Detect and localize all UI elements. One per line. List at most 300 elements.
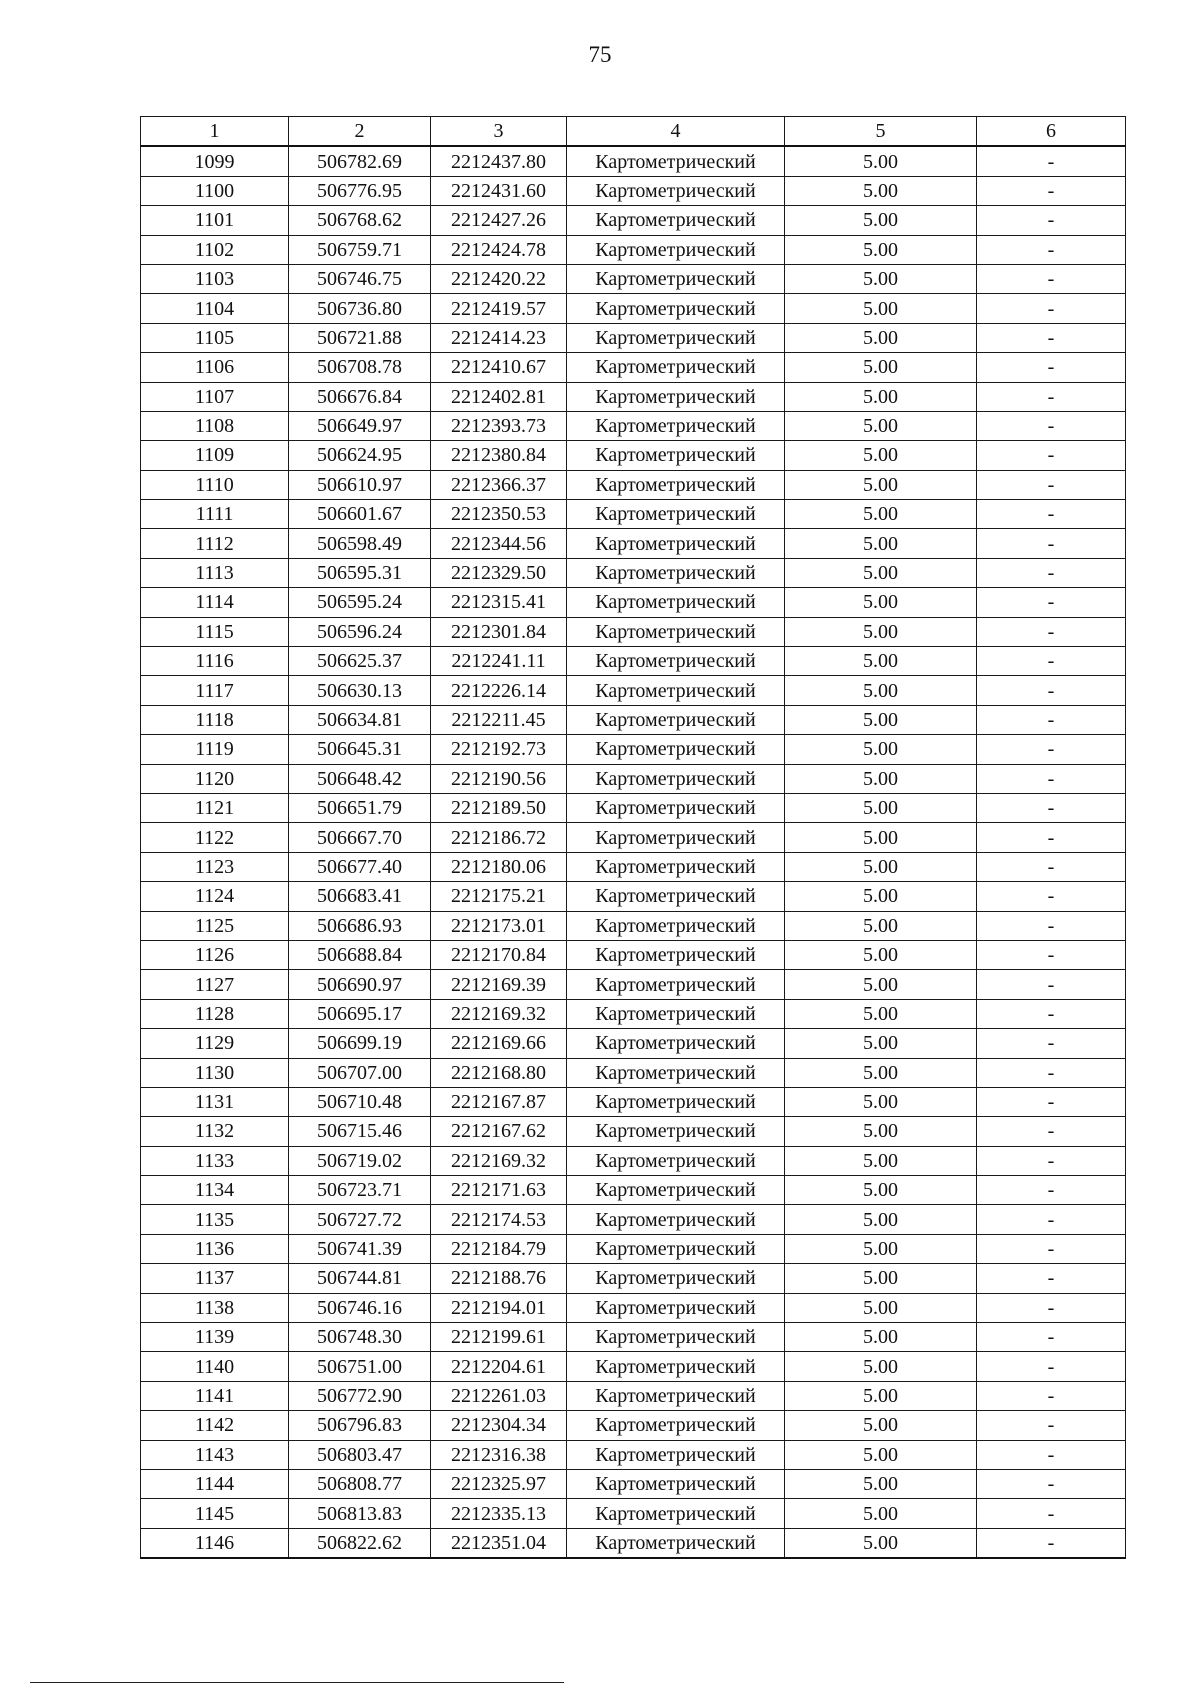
- method-cell: Картометрический: [567, 588, 785, 617]
- x-coordinate-cell: 506677.40: [289, 852, 431, 881]
- x-coordinate-cell: 506667.70: [289, 823, 431, 852]
- y-coordinate-cell: 2212437.80: [431, 146, 567, 176]
- y-coordinate-cell: 2212204.61: [431, 1352, 567, 1381]
- accuracy-cell: 5.00: [785, 882, 977, 911]
- column-header: 3: [431, 117, 567, 147]
- table-row: [141, 1469, 1126, 1498]
- point-number-cell: 1146: [141, 1528, 289, 1558]
- accuracy-cell: 5.00: [785, 617, 977, 646]
- x-coordinate-cell: 506625.37: [289, 647, 431, 676]
- method-cell: Картометрический: [567, 1234, 785, 1263]
- accuracy-cell: 5.00: [785, 647, 977, 676]
- description-cell: -: [977, 793, 1126, 822]
- method-cell: Картометрический: [567, 1528, 785, 1558]
- y-coordinate-cell: 2212427.26: [431, 206, 567, 235]
- accuracy-cell: 5.00: [785, 558, 977, 587]
- point-number-cell: 1107: [141, 382, 289, 411]
- y-coordinate-cell: 2212170.84: [431, 940, 567, 969]
- table-row: [141, 735, 1126, 764]
- point-number-cell: 1103: [141, 264, 289, 293]
- point-number-cell: 1136: [141, 1234, 289, 1263]
- method-cell: Картометрический: [567, 441, 785, 470]
- page-number: 75: [588, 42, 612, 67]
- point-number-cell: 1144: [141, 1469, 289, 1498]
- x-coordinate-cell: 506595.24: [289, 588, 431, 617]
- accuracy-cell: 5.00: [785, 911, 977, 940]
- y-coordinate-cell: 2212351.04: [431, 1528, 567, 1558]
- accuracy-cell: 5.00: [785, 500, 977, 529]
- method-cell: Картометрический: [567, 852, 785, 881]
- accuracy-cell: 5.00: [785, 1146, 977, 1175]
- point-number-cell: 1143: [141, 1440, 289, 1469]
- y-coordinate-cell: 2212180.06: [431, 852, 567, 881]
- method-cell: Картометрический: [567, 235, 785, 264]
- table-body: [141, 146, 1126, 1558]
- description-cell: -: [977, 882, 1126, 911]
- y-coordinate-cell: 2212173.01: [431, 911, 567, 940]
- accuracy-cell: 5.00: [785, 705, 977, 734]
- column-header: 1: [141, 117, 289, 147]
- x-coordinate-cell: 506688.84: [289, 940, 431, 969]
- y-coordinate-cell: 2212410.67: [431, 353, 567, 382]
- description-cell: -: [977, 176, 1126, 205]
- column-header: 2: [289, 117, 431, 147]
- y-coordinate-cell: 2212350.53: [431, 500, 567, 529]
- y-coordinate-cell: 2212192.73: [431, 735, 567, 764]
- y-coordinate-cell: 2212167.87: [431, 1087, 567, 1116]
- method-cell: Картометрический: [567, 1176, 785, 1205]
- method-cell: Картометрический: [567, 1469, 785, 1498]
- y-coordinate-cell: 2212325.97: [431, 1469, 567, 1498]
- x-coordinate-cell: 506746.16: [289, 1293, 431, 1322]
- x-coordinate-cell: 506651.79: [289, 793, 431, 822]
- accuracy-cell: 5.00: [785, 852, 977, 881]
- point-number-cell: 1125: [141, 911, 289, 940]
- point-number-cell: 1135: [141, 1205, 289, 1234]
- table-row: [141, 1352, 1126, 1381]
- x-coordinate-cell: 506699.19: [289, 1029, 431, 1058]
- method-cell: Картометрический: [567, 1293, 785, 1322]
- accuracy-cell: 5.00: [785, 588, 977, 617]
- accuracy-cell: 5.00: [785, 970, 977, 999]
- point-number-cell: 1142: [141, 1411, 289, 1440]
- point-number-cell: 1102: [141, 235, 289, 264]
- accuracy-cell: 5.00: [785, 823, 977, 852]
- accuracy-cell: 5.00: [785, 1087, 977, 1116]
- description-cell: -: [977, 353, 1126, 382]
- method-cell: Картометрический: [567, 1323, 785, 1352]
- y-coordinate-cell: 2212211.45: [431, 705, 567, 734]
- method-cell: Картометрический: [567, 1205, 785, 1234]
- point-number-cell: 1133: [141, 1146, 289, 1175]
- table-row: [141, 823, 1126, 852]
- description-cell: -: [977, 1234, 1126, 1263]
- accuracy-cell: 5.00: [785, 999, 977, 1028]
- description-cell: -: [977, 235, 1126, 264]
- method-cell: Картометрический: [567, 793, 785, 822]
- method-cell: Картометрический: [567, 676, 785, 705]
- accuracy-cell: 5.00: [785, 235, 977, 264]
- method-cell: Картометрический: [567, 206, 785, 235]
- method-cell: Картометрический: [567, 911, 785, 940]
- x-coordinate-cell: 506708.78: [289, 353, 431, 382]
- y-coordinate-cell: 2212188.76: [431, 1264, 567, 1293]
- point-number-cell: 1126: [141, 940, 289, 969]
- method-cell: Картометрический: [567, 735, 785, 764]
- y-coordinate-cell: 2212169.66: [431, 1029, 567, 1058]
- point-number-cell: 1108: [141, 411, 289, 440]
- x-coordinate-cell: 506624.95: [289, 441, 431, 470]
- table-row: [141, 1293, 1126, 1322]
- table-row: [141, 1528, 1126, 1558]
- y-coordinate-cell: 2212169.32: [431, 1146, 567, 1175]
- point-number-cell: 1116: [141, 647, 289, 676]
- description-cell: -: [977, 558, 1126, 587]
- table-row: [141, 852, 1126, 881]
- y-coordinate-cell: 2212316.38: [431, 1440, 567, 1469]
- column-header: 4: [567, 117, 785, 147]
- point-number-cell: 1138: [141, 1293, 289, 1322]
- table-header: [141, 117, 1126, 147]
- accuracy-cell: 5.00: [785, 1234, 977, 1263]
- table-row: [141, 1058, 1126, 1087]
- x-coordinate-cell: 506772.90: [289, 1381, 431, 1410]
- description-cell: -: [977, 1440, 1126, 1469]
- accuracy-cell: 5.00: [785, 411, 977, 440]
- description-cell: -: [977, 1117, 1126, 1146]
- description-cell: -: [977, 411, 1126, 440]
- x-coordinate-cell: 506721.88: [289, 323, 431, 352]
- method-cell: Картометрический: [567, 500, 785, 529]
- y-coordinate-cell: 2212315.41: [431, 588, 567, 617]
- y-coordinate-cell: 2212393.73: [431, 411, 567, 440]
- x-coordinate-cell: 506746.75: [289, 264, 431, 293]
- table-row: [141, 500, 1126, 529]
- table-row: [141, 999, 1126, 1028]
- description-cell: -: [977, 647, 1126, 676]
- point-number-cell: 1105: [141, 323, 289, 352]
- table-row: [141, 1264, 1126, 1293]
- table-row: [141, 1205, 1126, 1234]
- table-row: [141, 470, 1126, 499]
- method-cell: Картометрический: [567, 558, 785, 587]
- y-coordinate-cell: 2212167.62: [431, 1117, 567, 1146]
- description-cell: -: [977, 852, 1126, 881]
- accuracy-cell: 5.00: [785, 470, 977, 499]
- description-cell: -: [977, 1528, 1126, 1558]
- table-row: [141, 882, 1126, 911]
- x-coordinate-cell: 506690.97: [289, 970, 431, 999]
- x-coordinate-cell: 506768.62: [289, 206, 431, 235]
- x-coordinate-cell: 506727.72: [289, 1205, 431, 1234]
- description-cell: -: [977, 1146, 1126, 1175]
- description-cell: -: [977, 1411, 1126, 1440]
- y-coordinate-cell: 2212431.60: [431, 176, 567, 205]
- column-header: 5: [785, 117, 977, 147]
- method-cell: Картометрический: [567, 1440, 785, 1469]
- point-number-cell: 1101: [141, 206, 289, 235]
- accuracy-cell: 5.00: [785, 1264, 977, 1293]
- point-number-cell: 1129: [141, 1029, 289, 1058]
- y-coordinate-cell: 2212414.23: [431, 323, 567, 352]
- description-cell: -: [977, 735, 1126, 764]
- method-cell: Картометрический: [567, 647, 785, 676]
- accuracy-cell: 5.00: [785, 764, 977, 793]
- y-coordinate-cell: 2212366.37: [431, 470, 567, 499]
- x-coordinate-cell: 506601.67: [289, 500, 431, 529]
- table-row: [141, 1029, 1126, 1058]
- description-cell: -: [977, 1029, 1126, 1058]
- method-cell: Картометрический: [567, 146, 785, 176]
- description-cell: -: [977, 1352, 1126, 1381]
- table-row: [141, 206, 1126, 235]
- table-row: [141, 411, 1126, 440]
- x-coordinate-cell: 506683.41: [289, 882, 431, 911]
- table-row: [141, 1176, 1126, 1205]
- y-coordinate-cell: 2212241.11: [431, 647, 567, 676]
- y-coordinate-cell: 2212402.81: [431, 382, 567, 411]
- table-row: [141, 1117, 1126, 1146]
- x-coordinate-cell: 506776.95: [289, 176, 431, 205]
- accuracy-cell: 5.00: [785, 146, 977, 176]
- description-cell: -: [977, 1087, 1126, 1116]
- table-row: [141, 1146, 1126, 1175]
- method-cell: Картометрический: [567, 1381, 785, 1410]
- method-cell: Картометрический: [567, 940, 785, 969]
- point-number-cell: 1106: [141, 353, 289, 382]
- description-cell: -: [977, 970, 1126, 999]
- point-number-cell: 1128: [141, 999, 289, 1028]
- accuracy-cell: 5.00: [785, 1117, 977, 1146]
- table-row: [141, 1499, 1126, 1528]
- y-coordinate-cell: 2212169.32: [431, 999, 567, 1028]
- y-coordinate-cell: 2212380.84: [431, 441, 567, 470]
- description-cell: -: [977, 823, 1126, 852]
- point-number-cell: 1122: [141, 823, 289, 852]
- x-coordinate-cell: 506744.81: [289, 1264, 431, 1293]
- method-cell: Картометрический: [567, 999, 785, 1028]
- method-cell: Картометрический: [567, 764, 785, 793]
- description-cell: -: [977, 323, 1126, 352]
- point-number-cell: 1123: [141, 852, 289, 881]
- x-coordinate-cell: 506808.77: [289, 1469, 431, 1498]
- accuracy-cell: 5.00: [785, 1176, 977, 1205]
- method-cell: Картометрический: [567, 264, 785, 293]
- method-cell: Картометрический: [567, 176, 785, 205]
- x-coordinate-cell: 506645.31: [289, 735, 431, 764]
- description-cell: -: [977, 940, 1126, 969]
- description-cell: -: [977, 1058, 1126, 1087]
- description-cell: -: [977, 470, 1126, 499]
- point-number-cell: 1137: [141, 1264, 289, 1293]
- point-number-cell: 1099: [141, 146, 289, 176]
- footer-rule: [30, 1682, 564, 1683]
- accuracy-cell: 5.00: [785, 1440, 977, 1469]
- header-row: [141, 117, 1126, 147]
- table-row: [141, 264, 1126, 293]
- x-coordinate-cell: 506796.83: [289, 1411, 431, 1440]
- description-cell: -: [977, 588, 1126, 617]
- accuracy-cell: 5.00: [785, 529, 977, 558]
- point-number-cell: 1120: [141, 764, 289, 793]
- y-coordinate-cell: 2212169.39: [431, 970, 567, 999]
- point-number-cell: 1115: [141, 617, 289, 646]
- table-row: [141, 793, 1126, 822]
- x-coordinate-cell: 506759.71: [289, 235, 431, 264]
- accuracy-cell: 5.00: [785, 1411, 977, 1440]
- x-coordinate-cell: 506595.31: [289, 558, 431, 587]
- point-number-cell: 1112: [141, 529, 289, 558]
- method-cell: Картометрический: [567, 470, 785, 499]
- point-number-cell: 1141: [141, 1381, 289, 1410]
- point-number-cell: 1118: [141, 705, 289, 734]
- table-row: [141, 647, 1126, 676]
- table-row: [141, 1234, 1126, 1263]
- description-cell: -: [977, 1499, 1126, 1528]
- table-row: [141, 235, 1126, 264]
- x-coordinate-cell: 506803.47: [289, 1440, 431, 1469]
- x-coordinate-cell: 506822.62: [289, 1528, 431, 1558]
- x-coordinate-cell: 506648.42: [289, 764, 431, 793]
- table-row: [141, 617, 1126, 646]
- point-number-cell: 1140: [141, 1352, 289, 1381]
- x-coordinate-cell: 506630.13: [289, 676, 431, 705]
- description-cell: -: [977, 1323, 1126, 1352]
- coordinates-table: [140, 116, 1126, 1559]
- point-number-cell: 1119: [141, 735, 289, 764]
- point-number-cell: 1124: [141, 882, 289, 911]
- method-cell: Картометрический: [567, 294, 785, 323]
- accuracy-cell: 5.00: [785, 176, 977, 205]
- table-row: [141, 294, 1126, 323]
- y-coordinate-cell: 2212261.03: [431, 1381, 567, 1410]
- method-cell: Картометрический: [567, 970, 785, 999]
- y-coordinate-cell: 2212301.84: [431, 617, 567, 646]
- method-cell: Картометрический: [567, 1146, 785, 1175]
- accuracy-cell: 5.00: [785, 793, 977, 822]
- point-number-cell: 1131: [141, 1087, 289, 1116]
- accuracy-cell: 5.00: [785, 676, 977, 705]
- point-number-cell: 1104: [141, 294, 289, 323]
- method-cell: Картометрический: [567, 823, 785, 852]
- x-coordinate-cell: 506741.39: [289, 1234, 431, 1263]
- point-number-cell: 1145: [141, 1499, 289, 1528]
- y-coordinate-cell: 2212184.79: [431, 1234, 567, 1263]
- point-number-cell: 1132: [141, 1117, 289, 1146]
- y-coordinate-cell: 2212420.22: [431, 264, 567, 293]
- accuracy-cell: 5.00: [785, 323, 977, 352]
- description-cell: -: [977, 1176, 1126, 1205]
- accuracy-cell: 5.00: [785, 735, 977, 764]
- method-cell: Картометрический: [567, 353, 785, 382]
- y-coordinate-cell: 2212329.50: [431, 558, 567, 587]
- point-number-cell: 1117: [141, 676, 289, 705]
- accuracy-cell: 5.00: [785, 382, 977, 411]
- method-cell: Картометрический: [567, 1029, 785, 1058]
- x-coordinate-cell: 506736.80: [289, 294, 431, 323]
- method-cell: Картометрический: [567, 617, 785, 646]
- description-cell: -: [977, 441, 1126, 470]
- table-row: [141, 382, 1126, 411]
- x-coordinate-cell: 506715.46: [289, 1117, 431, 1146]
- table-row: [141, 588, 1126, 617]
- table-row: [141, 176, 1126, 205]
- accuracy-cell: 5.00: [785, 1381, 977, 1410]
- description-cell: -: [977, 382, 1126, 411]
- y-coordinate-cell: 2212190.56: [431, 764, 567, 793]
- method-cell: Картометрический: [567, 1087, 785, 1116]
- table-row: [141, 529, 1126, 558]
- point-number-cell: 1127: [141, 970, 289, 999]
- point-number-cell: 1139: [141, 1323, 289, 1352]
- description-cell: -: [977, 911, 1126, 940]
- method-cell: Картометрический: [567, 1264, 785, 1293]
- method-cell: Картометрический: [567, 529, 785, 558]
- point-number-cell: 1134: [141, 1176, 289, 1205]
- description-cell: -: [977, 764, 1126, 793]
- accuracy-cell: 5.00: [785, 1499, 977, 1528]
- y-coordinate-cell: 2212168.80: [431, 1058, 567, 1087]
- table-row: [141, 764, 1126, 793]
- table-row: [141, 558, 1126, 587]
- accuracy-cell: 5.00: [785, 441, 977, 470]
- point-number-cell: 1111: [141, 500, 289, 529]
- x-coordinate-cell: 506782.69: [289, 146, 431, 176]
- method-cell: Картометрический: [567, 1117, 785, 1146]
- x-coordinate-cell: 506649.97: [289, 411, 431, 440]
- y-coordinate-cell: 2212335.13: [431, 1499, 567, 1528]
- x-coordinate-cell: 506748.30: [289, 1323, 431, 1352]
- table-row: [141, 353, 1126, 382]
- method-cell: Картометрический: [567, 882, 785, 911]
- accuracy-cell: 5.00: [785, 206, 977, 235]
- table-row: [141, 1411, 1126, 1440]
- x-coordinate-cell: 506695.17: [289, 999, 431, 1028]
- x-coordinate-cell: 506710.48: [289, 1087, 431, 1116]
- y-coordinate-cell: 2212304.34: [431, 1411, 567, 1440]
- point-number-cell: 1113: [141, 558, 289, 587]
- method-cell: Картометрический: [567, 1352, 785, 1381]
- description-cell: -: [977, 617, 1126, 646]
- y-coordinate-cell: 2212171.63: [431, 1176, 567, 1205]
- y-coordinate-cell: 2212174.53: [431, 1205, 567, 1234]
- description-cell: -: [977, 206, 1126, 235]
- description-cell: -: [977, 1264, 1126, 1293]
- accuracy-cell: 5.00: [785, 1469, 977, 1498]
- accuracy-cell: 5.00: [785, 1058, 977, 1087]
- x-coordinate-cell: 506686.93: [289, 911, 431, 940]
- accuracy-cell: 5.00: [785, 1205, 977, 1234]
- description-cell: -: [977, 999, 1126, 1028]
- table-row: [141, 705, 1126, 734]
- accuracy-cell: 5.00: [785, 1029, 977, 1058]
- x-coordinate-cell: 506719.02: [289, 1146, 431, 1175]
- description-cell: -: [977, 705, 1126, 734]
- description-cell: -: [977, 500, 1126, 529]
- y-coordinate-cell: 2212344.56: [431, 529, 567, 558]
- accuracy-cell: 5.00: [785, 294, 977, 323]
- y-coordinate-cell: 2212189.50: [431, 793, 567, 822]
- x-coordinate-cell: 506723.71: [289, 1176, 431, 1205]
- y-coordinate-cell: 2212199.61: [431, 1323, 567, 1352]
- description-cell: -: [977, 676, 1126, 705]
- point-number-cell: 1114: [141, 588, 289, 617]
- x-coordinate-cell: 506707.00: [289, 1058, 431, 1087]
- x-coordinate-cell: 506634.81: [289, 705, 431, 734]
- y-coordinate-cell: 2212419.57: [431, 294, 567, 323]
- table-row: [141, 1087, 1126, 1116]
- point-number-cell: 1130: [141, 1058, 289, 1087]
